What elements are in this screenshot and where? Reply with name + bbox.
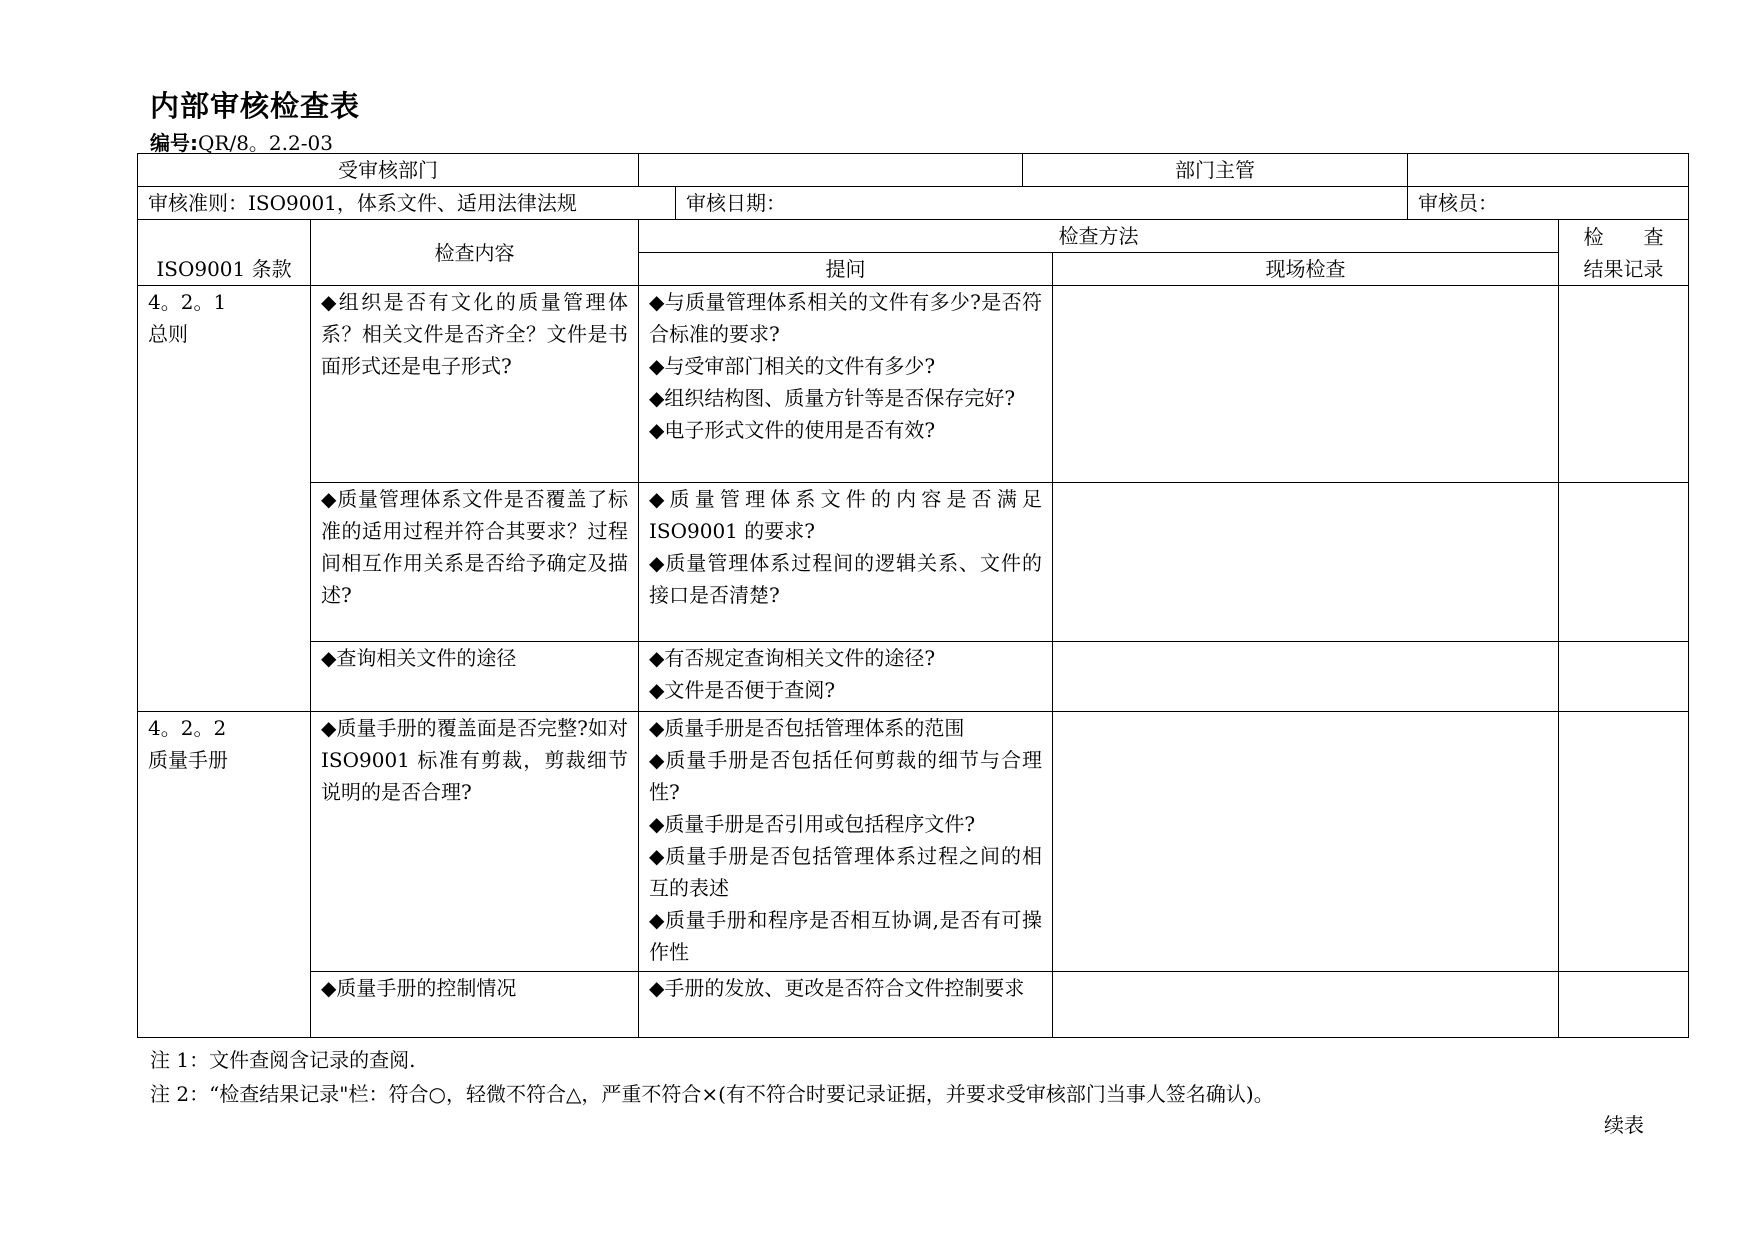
question-item: ◆文件是否便于查阅? (649, 678, 836, 702)
table-row (138, 286, 1689, 483)
header-result (1559, 220, 1689, 286)
dept-head-label: 部门主管 (1023, 154, 1408, 187)
continued-label: 续表 (1604, 1113, 1644, 1137)
question-item: ◆质量手册是否引用或包括程序文件? (649, 812, 976, 836)
onsite-cell[interactable] (1053, 286, 1559, 483)
table-row (138, 483, 1689, 642)
question-cell (639, 712, 1053, 972)
note-1: 注 1：文件查阅含记录的查阅. (150, 1048, 416, 1072)
header-content: 检查内容 (311, 220, 639, 286)
content-item: ◆质量手册的控制情况 (321, 976, 517, 1000)
code-value: QR/8。2.2-03 (198, 131, 333, 155)
question-item: ◆与质量管理体系相关的文件有多少?是否符合标准的要求? (649, 290, 1042, 346)
question-item: ◆质量管理体系过程间的逻辑关系、文件的接口是否清楚? (649, 551, 1042, 607)
question-item: ◆电子形式文件的使用是否有效? (649, 418, 936, 442)
result-cell[interactable] (1559, 972, 1689, 1038)
content-cell (311, 972, 639, 1038)
document-code (150, 127, 333, 156)
result-cell[interactable] (1559, 286, 1689, 483)
notes (150, 1043, 1274, 1111)
audit-checklist-table (137, 153, 1689, 1038)
content-item: ◆质量管理体系文件是否覆盖了标准的适用过程并符合其要求？过程间相互作用关系是否给予确定及描述? (321, 487, 628, 607)
question-cell (639, 286, 1053, 483)
table-row (138, 642, 1689, 712)
content-item: ◆查询相关文件的途径 (321, 646, 517, 670)
question-cell (639, 483, 1053, 642)
question-item: ◆质量管理体系文件的内容是否满足ISO9001 的要求? (649, 487, 1042, 543)
header-question: 提问 (639, 253, 1053, 286)
clause-name: 质量手册 (148, 748, 228, 772)
onsite-cell[interactable] (1053, 972, 1559, 1038)
question-item: ◆有否规定查询相关文件的途径? (649, 646, 936, 670)
clause-cell (138, 286, 311, 712)
header-onsite: 现场检查 (1053, 253, 1559, 286)
header-method: 检查方法 (639, 220, 1559, 253)
page-title: 内部审核检查表 (150, 89, 361, 123)
clause-number: 4。2。2 (148, 716, 227, 740)
clause-number: 4。2。1 (148, 290, 227, 314)
question-item: ◆质量手册是否包括管理体系的范围 (649, 716, 965, 740)
header-result-line2: 结果记录 (1583, 256, 1664, 281)
content-cell (311, 642, 639, 712)
question-item: ◆与受审部门相关的文件有多少? (649, 354, 936, 378)
audit-date-field[interactable]: 审核日期： (676, 187, 1408, 220)
auditor-field[interactable]: 审核员： (1408, 187, 1689, 220)
question-item: ◆质量手册和程序是否相互协调,是否有可操作性 (649, 908, 1042, 964)
content-cell (311, 712, 639, 972)
onsite-cell[interactable] (1053, 483, 1559, 642)
question-item: ◆组织结构图、质量方针等是否保存完好? (649, 386, 1016, 410)
content-item: ◆质量手册的覆盖面是否完整?如对 ISO9001 标准有剪裁，剪裁细节说明的是否合理? (321, 716, 628, 804)
question-item: ◆质量手册是否包括任何剪裁的细节与合理性? (649, 748, 1042, 804)
audit-criteria: 审核准则：ISO9001，体系文件、适用法律法规 (138, 187, 676, 220)
header-clause: ISO9001 条款 (138, 220, 311, 286)
table-row (138, 712, 1689, 972)
result-cell[interactable] (1559, 642, 1689, 712)
onsite-cell[interactable] (1053, 642, 1559, 712)
content-cell (311, 483, 639, 642)
clause-name: 总则 (148, 322, 188, 346)
onsite-cell[interactable] (1053, 712, 1559, 972)
header-result-line1: 检 查 (1583, 224, 1664, 249)
code-label: 编号: (150, 131, 198, 155)
note-2: 注 2：“检查结果记录"栏：符合○，轻微不符合△，严重不符合×(有不符合时要记录证据，并要求受审核部门当事人签名确认)。 (150, 1082, 1274, 1106)
question-item: ◆手册的发放、更改是否符合文件控制要求 (649, 976, 1025, 1000)
audited-dept-label: 受审核部门 (138, 154, 639, 187)
result-cell[interactable] (1559, 712, 1689, 972)
table-row (138, 972, 1689, 1038)
content-cell (311, 286, 639, 483)
question-cell (639, 642, 1053, 712)
dept-head-field[interactable] (1408, 154, 1689, 187)
audited-dept-field[interactable] (639, 154, 1023, 187)
clause-cell (138, 712, 311, 1038)
content-item: ◆组织是否有文化的质量管理体系？相关文件是否齐全？文件是书面形式还是电子形式? (321, 290, 628, 378)
result-cell[interactable] (1559, 483, 1689, 642)
question-item: ◆质量手册是否包括管理体系过程之间的相互的表述 (649, 844, 1042, 900)
question-cell (639, 972, 1053, 1038)
